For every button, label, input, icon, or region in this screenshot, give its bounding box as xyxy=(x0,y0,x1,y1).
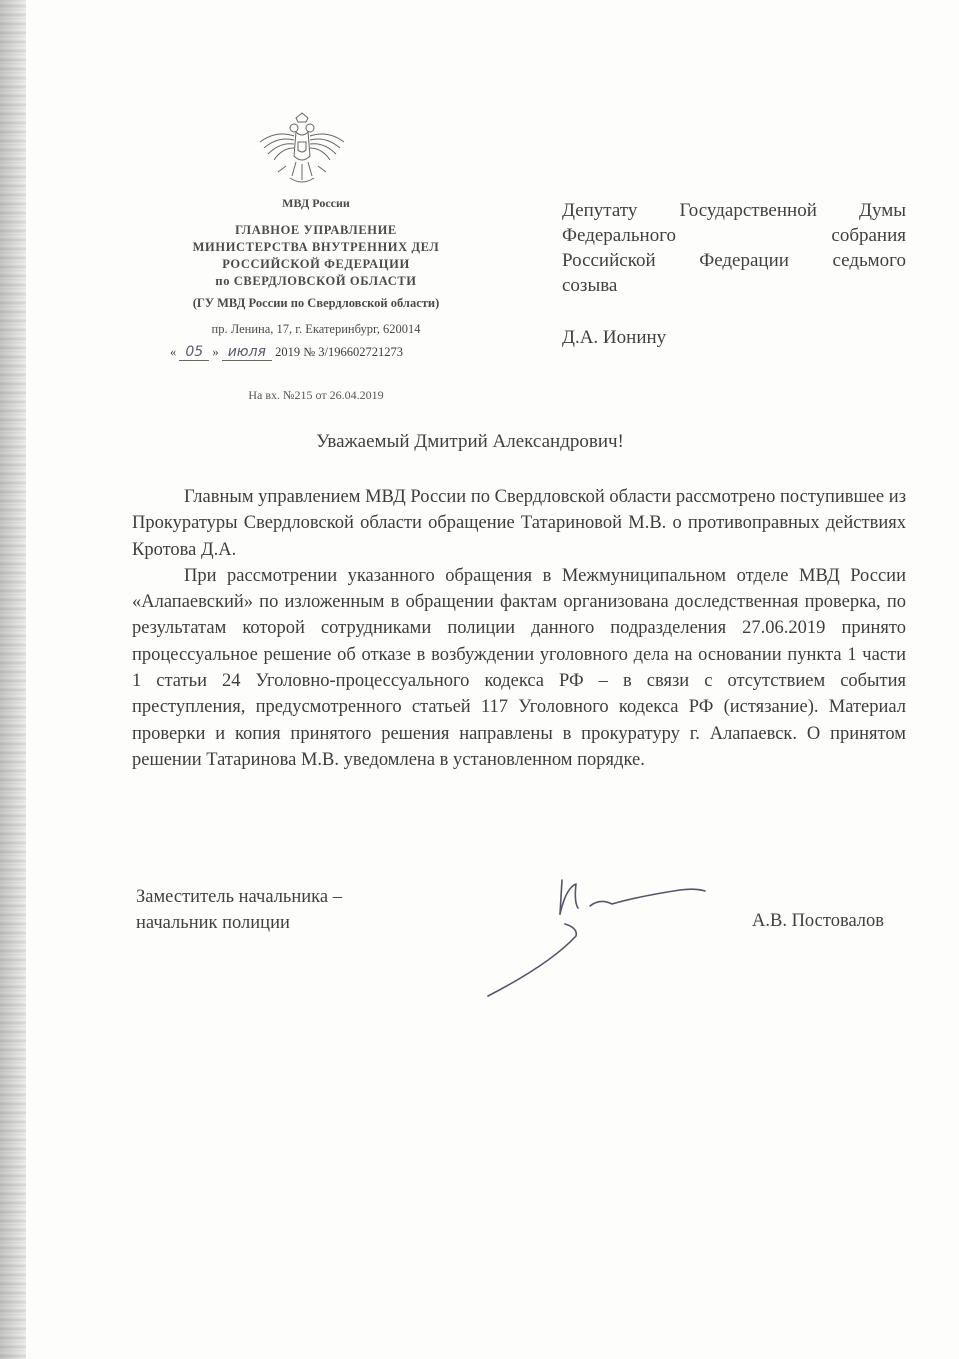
reply-reference: На вх. №215 от 26.04.2019 xyxy=(248,388,384,402)
org-abbreviation: (ГУ МВД России по Свердловской области) xyxy=(192,296,440,310)
org-name-line: РОССИЙСКОЙ ФЕДЕРАЦИИ xyxy=(222,257,410,271)
addressee-line: Депутату Государственной Думы xyxy=(562,200,906,221)
addressee-line: Российской Федерации седьмого xyxy=(562,250,906,271)
addressee-name: Д.А. Ионину xyxy=(562,327,667,348)
date-open-quote: « xyxy=(170,345,177,359)
addressee-line: созыва xyxy=(562,275,618,296)
body-paragraph: При рассмотрении указанного обращения в Межмуниципальном отделе МВД России «Алапаевский» по изложенным в обращении фактам организована доследственная проверка, по результатам которой сотрудниками полиции данного подразделения 27.06.2019 принято процессуальное решение об отказе в возбуждении уголовного дела на основании пункта 1 части 1 статьи 24 Уголовно-процессуального кодекса РФ – в связи с отсутствием события преступления, предусмотренного статьей 117 Уголовного кодекса РФ (истязание). Материал проверки и копия принятого решения направлены в прокуратуру г. Алапаевск. О принятом решении Татаринова М.В. уведомлена в установленном порядке. xyxy=(132,565,906,770)
org-name-line: МИНИСТЕРСТВА ВНУТРЕННИХ ДЕЛ xyxy=(192,240,440,254)
signer-title xyxy=(136,884,342,936)
handwritten-day: 05 xyxy=(179,344,209,361)
org-short-name: МВД России xyxy=(282,196,350,210)
scan-edge-artifact xyxy=(0,0,26,1359)
document-date-number xyxy=(170,344,490,360)
coat-of-arms-icon xyxy=(256,112,348,198)
body-paragraph: Главным управлением МВД России по Свердловской области рассмотрено поступившее из Прокуратуры Свердловской области обращение Татариновой М.В. о противоправных действиях Кротова Д.А. xyxy=(132,487,906,560)
date-close-quote: » xyxy=(212,345,219,359)
signer-title-line: Заместитель начальника – xyxy=(136,887,342,907)
letter-body xyxy=(132,484,906,773)
org-name-line: по СВЕРДЛОВСКОЙ ОБЛАСТИ xyxy=(215,274,417,288)
org-full-name xyxy=(140,222,492,290)
signer-name: А.В. Постовалов xyxy=(752,911,885,931)
org-address: пр. Ленина, 17, г. Екатеринбург, 620014 xyxy=(211,322,421,336)
handwritten-month: июля xyxy=(222,344,272,361)
addressee-line: Федерального собрания xyxy=(562,225,906,246)
date-year-and-number: 2019 № 3/196602721273 xyxy=(275,345,403,359)
salutation: Уважаемый Дмитрий Александрович! xyxy=(316,431,624,452)
addressee-block xyxy=(562,198,906,298)
signer-title-line: начальник полиции xyxy=(136,913,290,933)
handwritten-signature xyxy=(480,868,720,1008)
org-name-line: ГЛАВНОЕ УПРАВЛЕНИЕ xyxy=(235,223,397,237)
